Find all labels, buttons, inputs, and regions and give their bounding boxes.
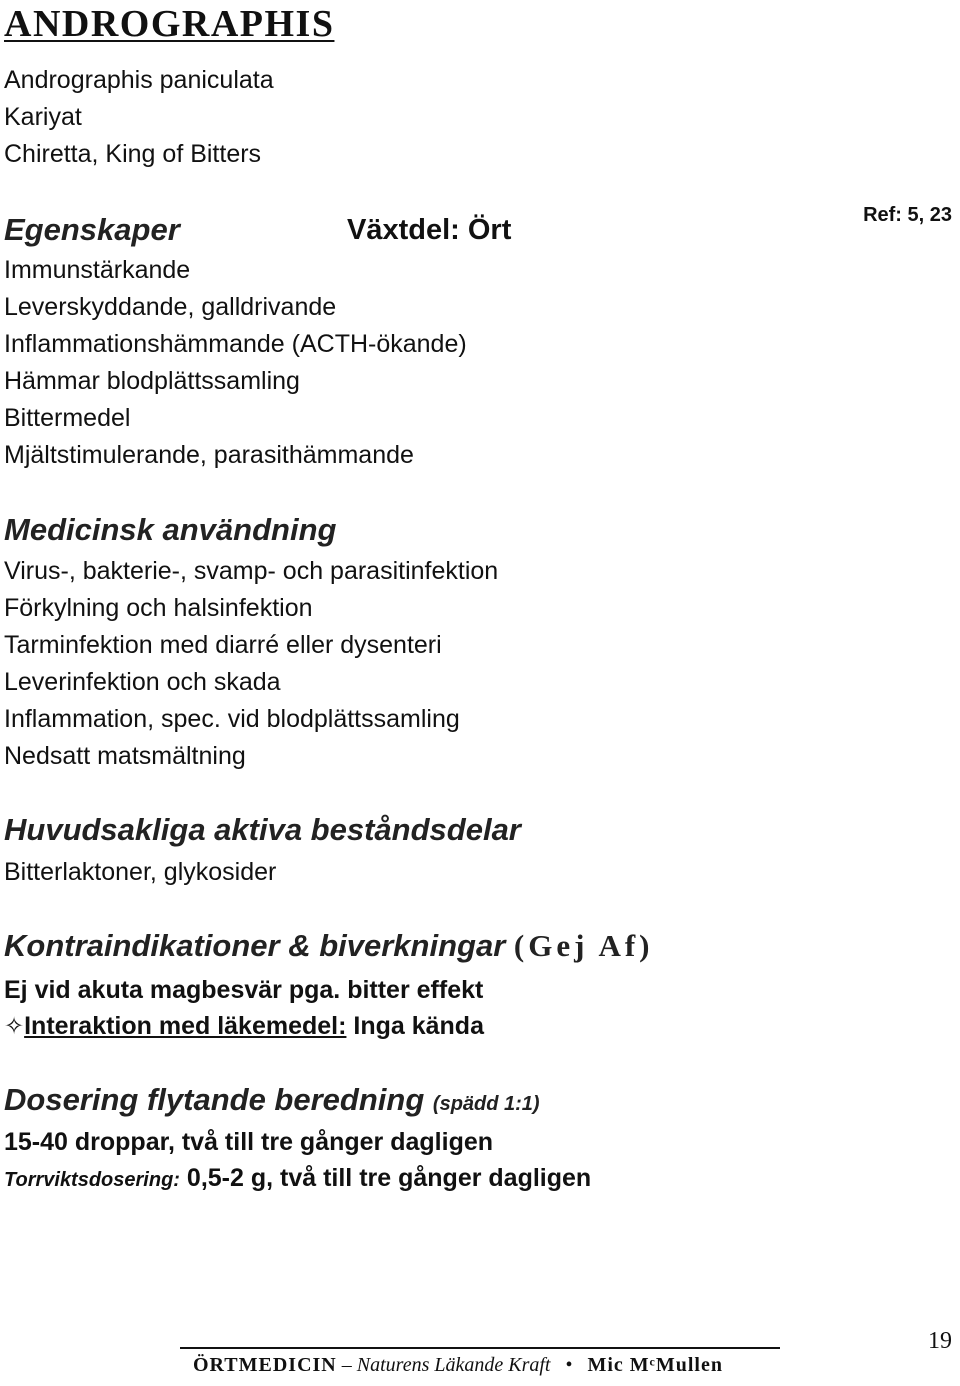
footer-bullet: • (565, 1354, 573, 1376)
dry-dosage-label: Torrviktsdosering: (4, 1169, 180, 1191)
constituents-heading: Huvudsakliga aktiva beståndsdelar (4, 812, 521, 847)
property-item: Leverskyddande, galldrivande (4, 293, 337, 321)
footer-brand: ÖRTMEDICIN (193, 1354, 337, 1376)
medical-use-item: Förkylning och halsinfektion (4, 594, 313, 622)
common-name-1: Kariyat (4, 103, 82, 131)
dosage-heading (4, 1082, 540, 1118)
interaction-label: Interaktion med läkemedel: (24, 1012, 347, 1040)
footer-divider (180, 1347, 780, 1349)
reference-label: Ref: 5, 23 (863, 204, 952, 226)
footer-author: Mic MᶜMullen (587, 1354, 723, 1376)
medical-use-item: Inflammation, spec. vid blodplättssamling (4, 705, 460, 733)
footer-subtitle: Naturens Läkande Kraft (356, 1354, 551, 1376)
dry-dosage-value: 0,5-2 g, två till tre gånger dagligen (179, 1164, 592, 1192)
medical-use-item: Tarminfektion med diarré eller dysenteri (4, 631, 442, 659)
contraindications-codes: (Gej Af) (513, 928, 654, 963)
medical-use-item: Virus-, bakterie-, svamp- och parasitinfektion (4, 557, 499, 585)
property-item: Bittermedel (4, 404, 131, 432)
page-number: 19 (928, 1328, 952, 1354)
dosage-dry-line (4, 1164, 591, 1193)
latin-name: Andrographis paniculata (4, 66, 274, 94)
interaction-value: Inga kända (346, 1012, 484, 1040)
medical-use-heading: Medicinsk användning (4, 512, 337, 547)
page-title: ANDROGRAPHIS (4, 3, 335, 45)
dosage-heading-text: Dosering flytande beredning (4, 1082, 425, 1117)
contraindications-heading-text: Kontraindikationer & biverkningar (4, 928, 506, 963)
properties-heading: Egenskaper (4, 212, 180, 247)
dosage-liquid: 15-40 droppar, två till tre gånger dagligen (4, 1128, 494, 1156)
footer (193, 1354, 723, 1377)
medical-use-item: Nedsatt matsmältning (4, 742, 246, 770)
property-item: Mjältstimulerande, parasithämmande (4, 441, 414, 469)
dosage-dilution: (spädd 1:1) (432, 1093, 540, 1115)
footer-dash: – (336, 1354, 357, 1376)
interaction-line (4, 1012, 484, 1041)
plant-part-label: Växtdel: Ört (347, 214, 512, 246)
common-name-2: Chiretta, King of Bitters (4, 140, 262, 168)
property-item: Hämmar blodplättssamling (4, 367, 300, 395)
star-icon: ✧ (4, 1013, 25, 1040)
constituents-text: Bitterlaktoner, glykosider (4, 858, 277, 886)
medical-use-item: Leverinfektion och skada (4, 668, 281, 696)
contraindication-text: Ej vid akuta magbesvär pga. bitter effekt (4, 976, 484, 1004)
property-item: Immunstärkande (4, 256, 191, 284)
contraindications-heading (4, 928, 653, 964)
property-item: Inflammationshämmande (ACTH-ökande) (4, 330, 467, 358)
